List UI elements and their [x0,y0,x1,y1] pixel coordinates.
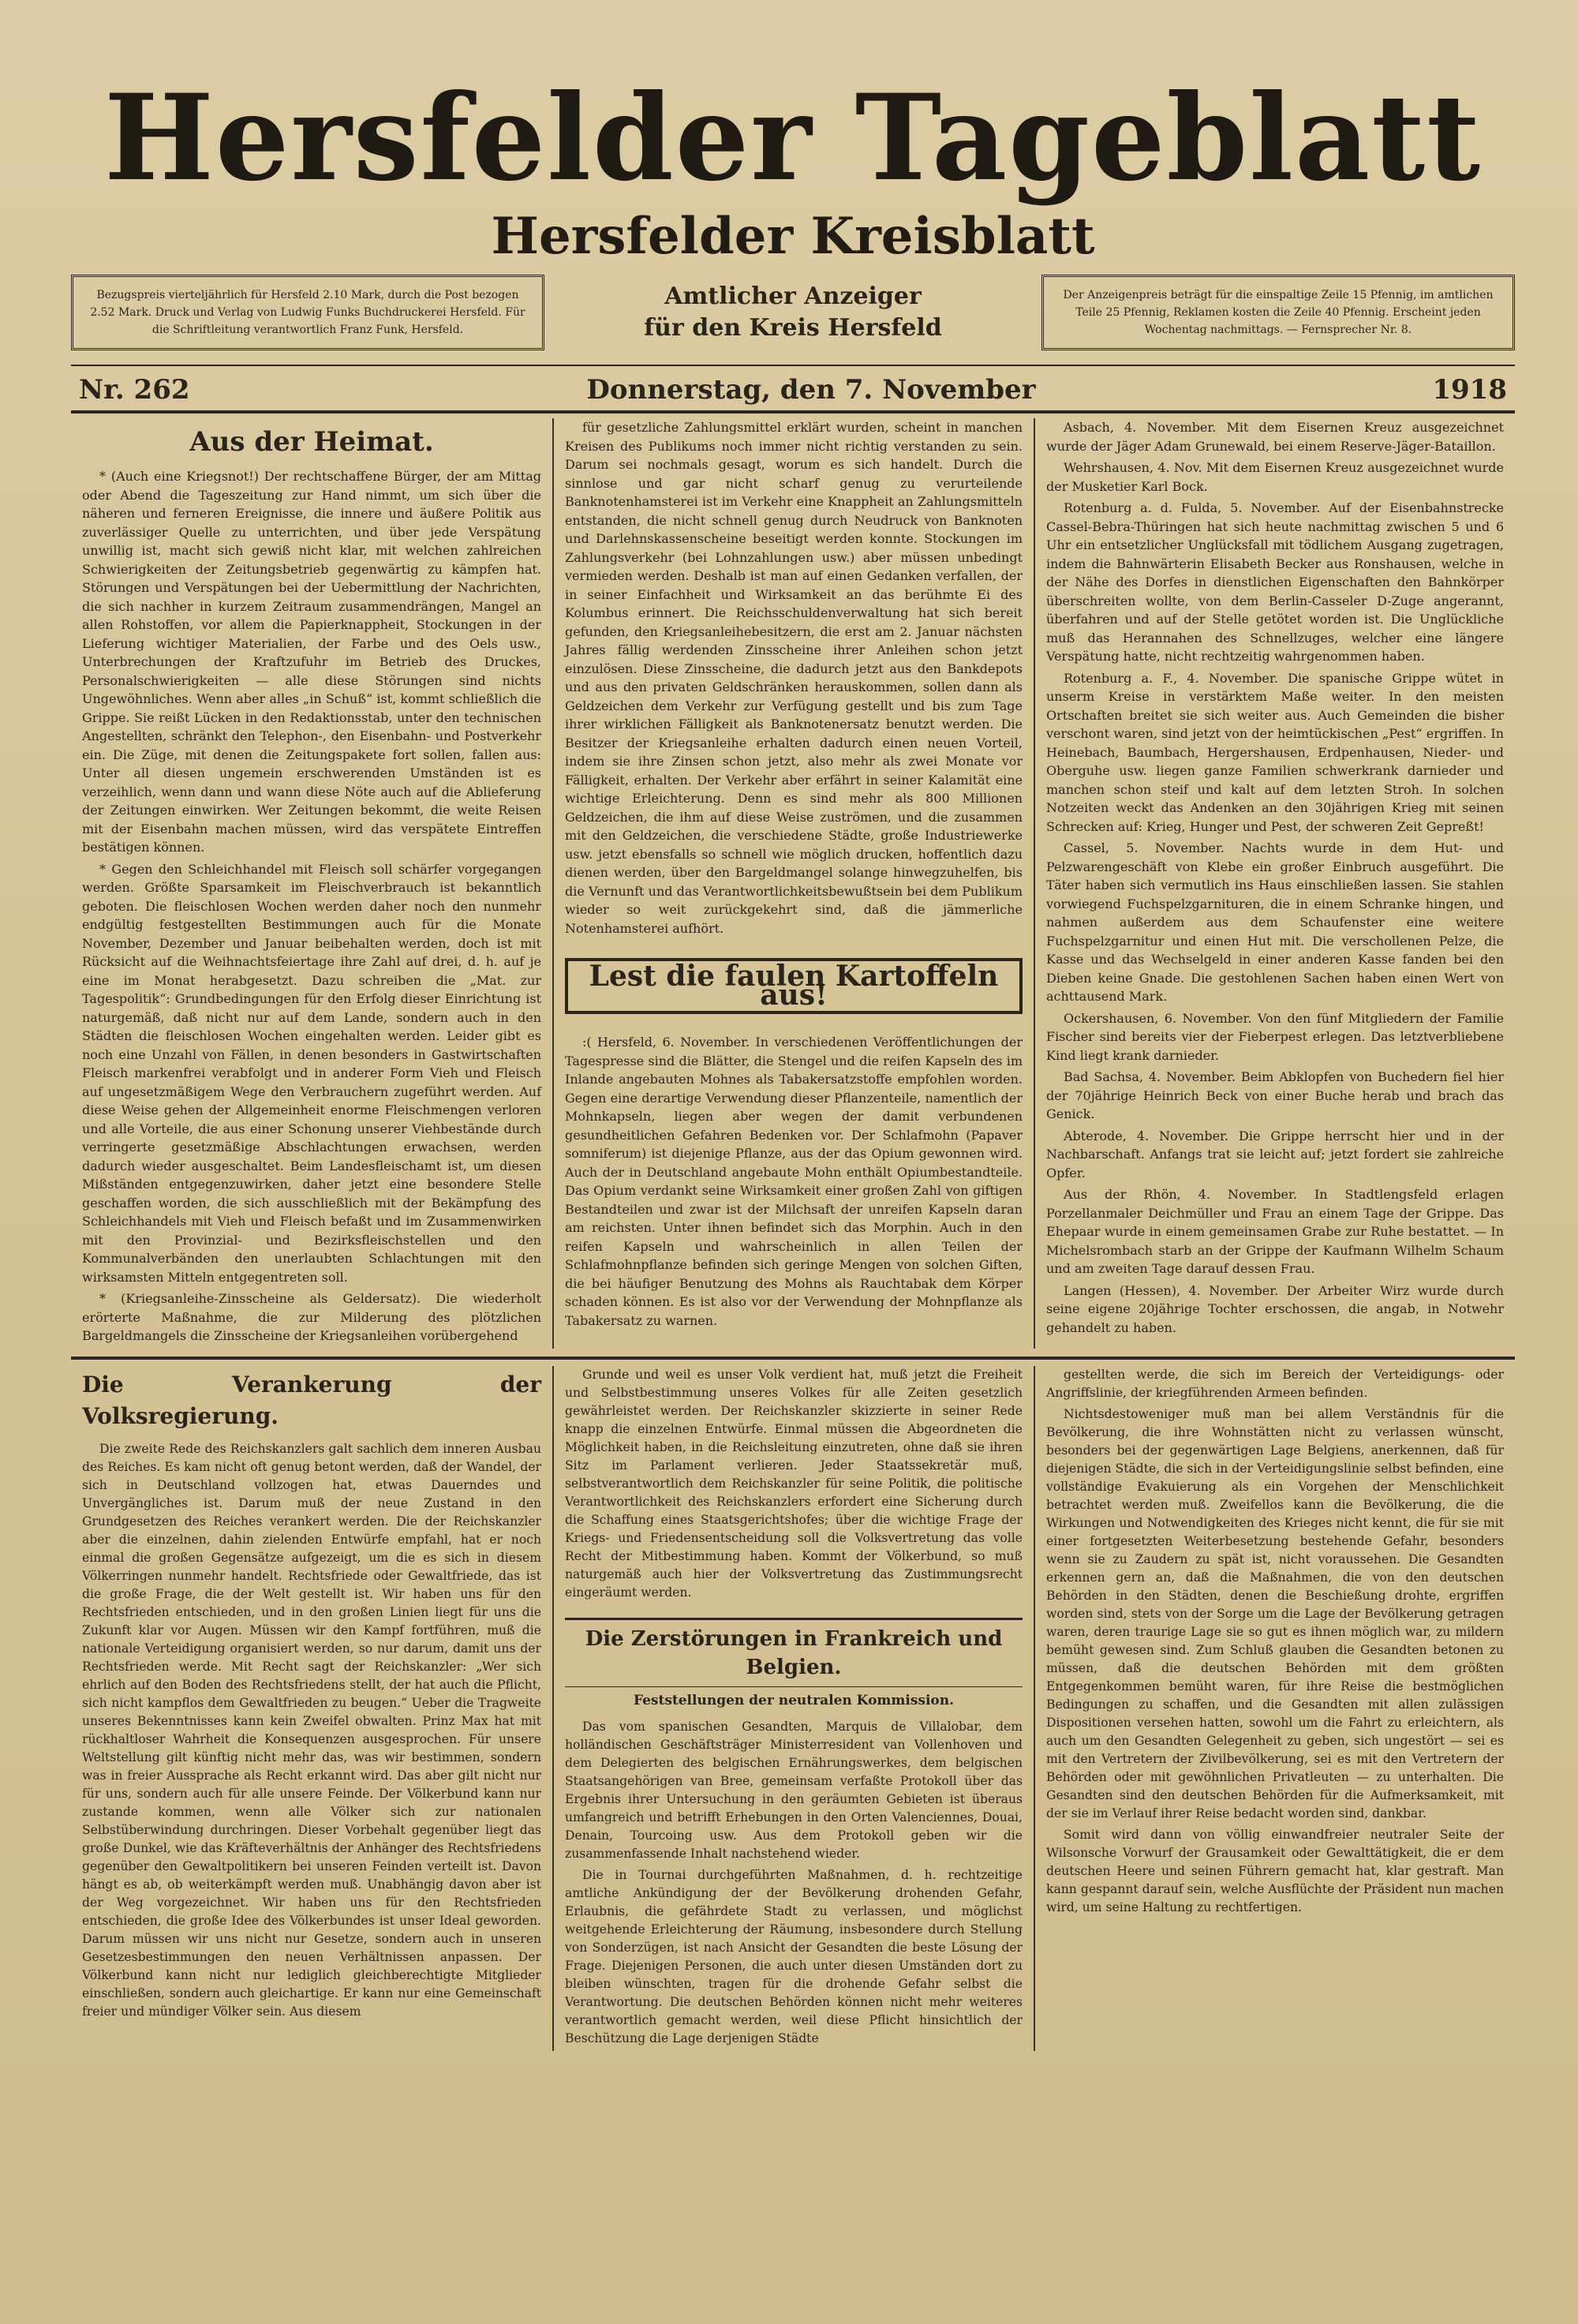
anzeiger-line-2: für den Kreis Hersfeld [644,314,942,342]
official-gazette-label [644,281,941,344]
article-schleichhandel: * Gegen den Schleichhandel mit Fleisch soll schärfer vorgegangen werden. Größte Sparsamkeit im Fleischverbrauch ist bekanntlich geboten. Die fleischlosen Wochen werden daher noch den nunmehr endgültig festgestellten Bestimmungen auch für die Monate November, Dezember und Januar beibehalten werden, doch ist mit Rücksicht auf die Weihnachtsfeiertage ihre Zahl auf drei, d. h. auf je eine im Monat herabgesetzt. Dazu schreiben die „Mat. zur Tagespolitik“: Grundbedingungen für den Erfolg dieser Einrichtung ist naturgemäß, daß nicht nur auf dem Lande, sondern auch in den Städten die fleischlosen Wochen eingehalten werden. Leider gibt es noch eine Unzahl von Fällen, in denen besonders in Gastwirtschaften Fleisch markenfrei verabfolgt und in anderer Form Vieh und Fleisch auf ungesetzmäßigem Wege den Verbrauchern zugeführt werden. Auf diese Weise gehen der Allgemeinheit enorme Fleischmengen verloren und alle Vorteile, die aus einer Schonung unserer Viehbestände durch verringerte gesetzmäßige Abschlachtungen erwachsen, werden dadurch wieder ausgeschaltet. Beim Landesfleischamt ist, um diesen Mißständen entgegenzuwirken, daher jetzt eine besondere Stelle geschaffen worden, die sich ausschließlich mit der Bekämpfung des Schleichhandels mit Vieh und Fleisch befaßt und im Zusammenwirken mit den Provinzial- und Bezirksfleischstellen und den Kommunalverbänden den unerlaubten Schlachtungen mit den wirksamsten Mitteln entgegentreten soll. [82,861,541,1285]
heading-aus-der-heimat: Aus der Heimat. [189,426,434,458]
lower-column-3 [1034,1366,1515,2051]
notice-box-kartoffeln: Lest die faulen Kartoffeln aus! [565,958,1023,1014]
heading-verankerung: Die Verankerung der Volksregierung. [82,1371,541,1429]
article-mohn: :( Hersfeld, 6. November. In verschiedenen Veröffentlichungen der Tagespresse sind die Blätter, die Stengel und die reifen Kapseln des im Inlande angebauten Mohnes als Tabakersatzstoffe empfohlen worden. Gegen eine derartige Verwendung dieser Pflanzenteile, namentlich der Mohnkapseln, liegen aber wegen der damit verbundenen gesundheitlichen Gefahren Bedenken vor. Der Schlafmohn (Papaver somniferum) ist diejenige Pflanze, aus der das Opium gewonnen wird. Auch der in Deutschland angebaute Mohn enthält Opiumbestandteile. Das Opium verdankt seine Wirksamkeit einer großen Zahl von giftigen Bestandteilen und zwar ist der Milchsaft der unreifen Kapseln daran am reichsten. Unter ihnen befindet sich das Morphin. Auch in den reifen Kapseln und wahrscheinlich in allen Teilen der Schlafmohnpflanze befinden sich geringe Mengen von solchen Giften, die bei häufiger Benutzung des Mohns als Rauchtabak dem Körper schaden können. Es ist also vor der Verwendung der Mohnpflanze als Tabakersatz zu warnen. [565,1035,1023,1328]
column-1 [71,418,552,1349]
info-bar [71,275,1515,350]
subheading-kommission: Feststellungen der neutralen Kommission. [633,1692,955,1708]
news-bad-sachsa: Bad Sachsa, 4. November. Beim Abklopfen von Buchedern fiel hier der 70jährige Heinrich Beck von einer Buche herab und brach das Genick. [1046,1069,1504,1121]
masthead [71,71,1515,350]
article-kriegsnot: * (Auch eine Kriegsnot!) Der rechtschaffene Bürger, der am Mittag oder Abend die Tageszeitung zur Hand nimmt, um sich über die näheren und ferneren Ereignisse, die innere und äußere Politik aus zuverlässiger Quelle zu unterrichten, und über jede Verspätung unwillig ist, macht sich gewiß nicht klar, mit welchen zahlreichen Schwierigkeiten der Zeitungsbetrieb gegenwärtig zu kämpfen hat. Störungen und Verspätungen bei der Uebermittlung der Nachrichten, die sich nachher in kurzem Zeitraum zusammendrängen, Mangel an allen Rohstoffen, vor allem die Papierknappheit, Stockungen in der Lieferung wichtiger Materialien, der Farbe und des Oels usw., Unterbrechungen der Kraftzufuhr im Betrieb des Druckes, Personalschwierigkeiten — alle diese Störungen sind nichts Ungewöhnliches. Wenn aber alles „in Schuß“ ist, kommt schließlich die Grippe. Sie reißt Lücken in den Redaktionsstab, unter den technischen Angestellten, schränkt den Telephon-, den Eisenbahn- und Postverkehr ein. Die Züge, mit denen die Zeitungspakete fort sollen, fallen aus: Unter all diesen ungemein erschwerenden Umständen ist es verzeihlich, wenn dann und wann diese Nöte auch auf die Ablieferung der Zeitungen einwirken. Wer Zeitungen bekommt, die weite Reisen mit der Eisenbahn machen müssen, wird das verspätete Eintreffen bestätigen können. [82,469,541,855]
subscription-box: Bezugspreis vierteljährlich für Hersfeld 2.10 Mark, durch die Post bezogen 2.52 Mark. Druck und Verlag von Ludwig Funks Buchdruckerei Hersfeld. Für die Schriftleitung verantwortlich Franz Funk, Hersfeld. [71,275,544,350]
upper-section [71,418,1515,1349]
article-zerstoerungen-5: Somit wird dann von völlig einwandfreier neutraler Seite der Wilsonsche Vorwurf der Grausamkeit oder Gewalttätigkeit, die er dem deutschen Heere und seinen Führern gemacht hat, klar gestraft. Man kann gespannt darauf sein, welche Ausflüchte der Präsident nun machen wird, um seine Haltung zu rechtfertigen. [1046,1827,1504,1914]
section-divider [71,1357,1515,1360]
issue-number: Nr. 262 [79,374,190,406]
newspaper-title: Hersfelder Tageblatt [104,69,1482,208]
news-wehrshausen: Wehrshausen, 4. Nov. Mit dem Eisernen Kreuz ausgezeichnet wurde der Musketier Karl Bock. [1046,460,1504,494]
news-rhoen: Aus der Rhön, 4. November. In Stadtlengsfeld erlagen Porzellanmaler Deichmüller und Frau an einem Tage der Grippe. Das Ehepaar wurde in einem gemeinsamen Grabe zur Ruhe bestattet. — In Michelsrombach starb an der Grippe der Kaufmann Wilhelm Schaum und am zweiten Tage darauf dessen Frau. [1046,1187,1504,1276]
news-rotenburg-2: Rotenburg a. F., 4. November. Die spanische Grippe wütet in unserm Kreise in verstärktem Maße weiter. In den meisten Ortschaften breitet sie sich weiter aus. Auch Gemeinden die bisher verschont waren, sind jetzt von der heimtückischen „Pest“ ergriffen. In Heinebach, Baumbach, Hergershausen, Erdpenhausen, Nieder- und Oberguhe usw. liegen ganze Familien schwerkrank darnieder und manchen schon steif und kalt auf dem letzten Stroh. In solchen Notzeiten weckt das Andenken an den 30jährigen Krieg mit seinen Schrecken auf: Krieg, Hunger und Pest, der schweren Zeit Gepreßt! [1046,670,1504,834]
news-cassel: Cassel, 5. November. Nachts wurde in dem Hut- und Pelzwarengeschäft von Klebe ein großer Einbruch ausgeführt. Die Täter haben sich vermutlich ins Haus einschließen lassen. Sie stahlen vorwiegend Fuchspelzgarnituren, die in einem Schranke hingen, und nahmen außerdem aus dem Schaufenster eine weitere Fuchspelzgarnitur und einen Hut mit. Die verschollenen Pelze, die Kasse und das Wechselgeld in einer anderen Kasse fanden bei den Dieben keine Gnade. Die gestohlenen Sachen haben einen Wert von achttausend Mark. [1046,840,1504,1004]
news-abterode: Abterode, 4. November. Die Grippe herrscht hier und in der Nachbarschaft. Anfangs trat sie leicht auf; jetzt fordert sie zahlreiche Opfer. [1046,1128,1504,1181]
issue-year: 1918 [1432,374,1507,406]
article-zerstoerungen-3: gestellten werde, die sich im Bereich der Verteidigungs- oder Angriffslinie, der kriegführenden Armeen befinden. [1046,1367,1504,1400]
heading-zerstoerungen: Die Zerstörungen in Frankreich und Belgien. [565,1618,1023,1687]
news-ockershausen: Ockershausen, 6. November. Von den fünf Mitgliedern der Familie Fischer sind bereits vier der Fieberpest erlegen. Das letztverbliebene Kind liegt krank darnieder. [1046,1010,1504,1063]
article-zerstoerungen-1: Das vom spanischen Gesandten, Marquis de Villalobar, dem holländischen Geschäftsträger Ministerresident van Vollenhoven und dem Delegierten des belgischen Ernährungswerkes, dem belgischen Staatsangehörigen van Bree, gemeinsam verfaßte Protokoll über das Ergebnis ihrer Untersuchung in den geräumten Gebieten ist überaus umfangreich und betrifft Erhebungen in den Orten Valenciennes, Douai, Denain, Tourcoing usw. Aus dem Protokoll geben wir die zusammenfassende Inhalt nachstehend wieder. [565,1719,1023,1861]
news-asbach: Asbach, 4. November. Mit dem Eisernen Kreuz ausgezeichnet wurde der Jäger Adam Grunewald, bei einem Reserve-Jäger-Bataillon. [1046,420,1504,454]
article-verankerung: Die zweite Rede des Reichskanzlers galt sachlich dem inneren Ausbau des Reiches. Es kam nicht oft genug betont werden, daß der Wandel, der sich in Deutschland vollzogen hat, etwas Dauerndes und Unvergängliches ist. Darum muß der neue Zustand in den Grundgesetzen des Reiches verankert werden. Die der Reichskanzler aber die einzelnen, dahin zielenden Entwürfe empfahl, hat er noch einmal die großen Gegensätze aufgezeigt, um die es sich in diesem Völkerringen nunmehr handelt. Rechtsfriede oder Gewaltfriede, das ist die große Frage, die der Welt gestellt ist. Wir haben uns für den Rechtsfrieden entschieden, und in den großen Linien liegt für uns die Zukunft klar vor Augen. Müssen wir den Kampf fortführen, muß die nationale Verteidigung organisiert werden, so nur darum, damit uns der Rechtsfrieden werde. Mit Recht sagt der Reichskanzler: „Wer sich ehrlich auf den Boden des Rechtsfriedens stellt, der hat auch die Pflicht, sich nicht kampflos dem Gewaltfrieden zu beugen.“ Ueber die Tragweite unseres Bekenntnisses kann kein Zweifel obwalten. Prinz Max hat mit rückhaltloser Wahrheit die Konsequenzen ausgesprochen. Für unsere Weltstellung gilt künftig nicht mehr das, was wir bestimmen, sondern was in freier Aussprache als Recht erkannt wird. Das aber gilt nicht nur für uns, sondern auch für alle unsere Feinde. Der Völkerbund kann nur zustande kommen, wenn alle Völker sich zur nationalen Selbstüberwindung durchringen. Dieser Vorbehalt gegenüber liegt das große Dunkel, wie das Kräfteverhältnis der Anhänger des Rechtsfriedens gegenüber den Gewaltpolitikern bei unseren Feinden verteilt ist. Davon hängt es ab, ob weiterkämpft werden muß. Unabhängig davon aber ist der Weg vorgezeichnet. Wir haben uns für den Rechtsfrieden entschieden, die große Idee des Völkerbundes ist unser Ideal geworden. Darum müssen wir uns nicht nur Gesetze, sondern auch in unseren Gesetzesbestimmungen den neuen Verhältnissen anpassen. Der Völkerbund kann nicht nur lediglich gleichberechtigte Mitglieder einschließen, sondern auch gleichartige. Er kann nur eine Gemeinschaft freier und mündiger Völker sein. Aus diesem [82,1441,541,2019]
newspaper-subtitle: Hersfelder Kreisblatt [491,207,1095,266]
advertising-box: Der Anzeigenpreis beträgt für die einspaltige Zeile 15 Pfennig, im amtlichen Teile 25 Pfennig, Reklamen kosten die Zeile 40 Pfennig. Erscheint jeden Wochentag nachmittags. — Fernsprecher Nr. 8. [1041,275,1515,350]
column-3 [1034,418,1515,1349]
article-zinsscheine-cont: für gesetzliche Zahlungsmittel erklärt wurden, scheint in manchen Kreisen des Publikums noch immer nicht richtig verstanden zu sein. Darum sei nochmals gesagt, worum es sich handelt. Durch die sinnlose und gar nicht scharf genug zu verurteilende Banknotenhamsterei ist im Verkehr eine Knappheit an Zahlungsmitteln entstanden, die nicht schnell genug durch Neudruck von Banknoten und Darlehnskassenscheine beseitigt werden konnte. Stockungen im Zahlungsverkehr (bei Lohnzahlungen usw.) aber müssen unbedingt vermieden werden. Deshalb ist man auf einen Gedanken verfallen, der in seiner Einfachheit und Wirksamkeit an das berühmte Ei des Kolumbus erinnert. Die Reichsschuldenverwaltung hat sich bereit gefunden, den Kriegsanleihebesitzern, die erst am 2. Januar nächsten Jahres fällig werdenden Zinsscheine ihrer Anleihen schon jetzt einzulösen. Diese Zinsscheine, die dadurch jetzt aus den Bankdepots und aus den privaten Geldschränken herauskommen, sollen dann als Geldzeichen dem Verkehr zur Verfügung gestellt und bis zum Tage ihrer wirklichen Fälligkeit als Banknotenersatz benutzt werden. Die Besitzer der Kriegsanleihe erhalten dadurch einen neuen Vorteil, indem sie ihre Zinsen schon jetzt, also mehr als zwei Monate vor Fälligkeit, erhalten. Der Verkehr aber erfährt in seiner Kalamität eine wichtige Erleichterung. Denn es sind mehr als 800 Millionen Geldzeichen, die ihm auf diese Weise zuströmen, und die zusammen mit den Geldzeichen, die verschiedene Städte, große Industriewerke usw. jetzt ebensfalls so schnell wie möglich drucken, hoffentlich dazu dienen werden, über den Bargeldmangel solange hinwegzuhelfen, bis die Vernunft und das Verantwortlichkeitsbewußtsein bei dem Publikum wieder so weit zurückgekehrt sind, daß die jämmerliche Notenhamsterei aufhört. [565,420,1023,936]
article-zerstoerungen-2: Die in Tournai durchgeführten Maßnahmen, d. h. rechtzeitige amtliche Ankündigung der der Bevölkerung drohenden Gefahr, Erlaubnis, die gefährdete Stadt zu verlassen, und möglichst weitgehende Erleichterung der Räumung, insbesondere durch Stellung von Sonderzügen, ist nach Ansicht der Gesandten die beste Lösung der Frage. Diejenigen Personen, die auch unter diesen Umständen dort zu bleiben wünschten, tragen für die drohende Gefahr selbst die Verantwortung. Die deutschen Behörden können nicht mehr weiteres verantwortlich gemacht werden, weil diese Pflicht hinsichtlich der Beschützung die Lage derjenigen Städte [565,1867,1023,2045]
article-verankerung-cont: Grunde und weil es unser Volk verdient hat, muß jetzt die Freiheit und Selbstbestimmung unseres Volkes für alle Zeiten gesetzlich gewährleistet werden. Der Reichskanzler skizzierte in seiner Rede knapp die einzelnen Entwürfe. Einmal müssen die Abgeordneten die Möglichkeit haben, in die Reichsleitung einzutreten, ohne daß sie ihren Sitz im Parlament verlieren. Jeder Staatssekretär muß, selbstverantwortlich dem Reichskanzler für seine Politik, die politische Verantwortlichkeit des Reichskanzlers erfordert eine Sicherung durch die Schaffung eines Staatsgerichtshofes; über die wichtige Frage der Kriegs- und Friedensentscheidung soll die Volksvertretung das volle Recht der Mitbestimmung haben. Kommt der Völkerbund, so muß naturgemäß auch hier der Volksvertretung das Zustimmungsrecht eingeräumt werden. [565,1367,1023,1600]
lower-column-2 [552,1366,1034,2051]
article-zerstoerungen-4: Nichtsdestoweniger muß man bei allem Verständnis für die Bevölkerung, die ihre Wohnstätten nicht zu verlassen wünscht, besonders bei der gegenwärtigen Lage Belgiens, anerkennen, daß für diejenigen Städte, die sich in der Verteidigungslinie selbst befinden, eine vollständige Evakuierung als ein Vorgehen der Menschlichkeit betrachtet werden muß. Zweifellos kann die Bevölkerung, die die Wirkungen und Notwendigkeiten des Krieges nicht kennt, die für sie mit einer fortgesetzten Weiterbesetzung bestehende Gefahr, besonders wenn sie zu Zaudern zu spät ist, nicht voraussehen. Die Gesandten erkennen gern an, daß die Maßnahmen, die von den deutschen Behörden in den Städten, denen die Beschießung drohte, ergriffen worden sind, stets von der Sorge um die Lage der Bevölkerung getragen waren, deren traurige Lage sie so gut es ihnen möglich war, zu mildern bemüht gewesen sind. Zum Schluß glauben die Gesandten betonen zu müssen, daß die deutschen Behörden mit dem größten Entgegenkommen bemüht waren, für ihre Reise die bestmöglichen Bedingungen zu schaffen, und die Gesandten mit allen zulässigen Dispositionen versehen hatten, sowohl um die Fahrt zu erleichtern, als auch um den Gesandten Gelegenheit zu geben, sich ungestört — sei es mit den Vertretern der Zivilbevölkerung, sei es mit den Vertretern der Behörden oder mit gewöhnlichen Privatleuten — zu unterhalten. Die Gesandten sind den deutschen Behörden für die Aufmerksamkeit, mit der sie im Verlauf ihrer Reise bedacht worden sind, dankbar. [1046,1406,1504,1821]
news-rotenburg-1: Rotenburg a. d. Fulda, 5. November. Auf der Eisenbahnstrecke Cassel-Bebra-Thüringen hat sich heute nachmittag zwischen 5 und 6 Uhr ein entsetzlicher Unglücksfall mit tödlichem Ausgang zugetragen, indem die Bahnwärterin Elisabeth Becker aus Ronshausen, welche in der Nähe des Dorfes in dienstlichen Eigenschaften den Bahnkörper überschreiten wollte, von dem Berlin-Casseler D-Zuge angerannt, überfahren und auf der Stelle getötet worden ist. Die Unglückliche muß das Herannahen des Schnellzuges, welcher eine längere Verspätung hatte, nicht rechtzeitig wahrgenommen haben. [1046,500,1504,664]
dateline [71,365,1515,414]
lower-column-1 [71,1366,552,2051]
column-2 [552,418,1034,1349]
article-zinsscheine: * (Kriegsanleihe-Zinsscheine als Geldersatz). Die wiederholt erörterte Maßnahme, die zur Milderung des plötzlichen Bargeldmangels die Zinsscheine der Kriegsanleihen vorübergehend [82,1291,541,1343]
anzeiger-line-1: Amtlicher Anzeiger [664,283,922,310]
news-langen: Langen (Hessen), 4. November. Der Arbeiter Wirz wurde durch seine eigene 20jährige Tochter erschossen, die angab, in Notwehr gehandelt zu haben. [1046,1282,1504,1335]
issue-date: Donnerstag, den 7. November [586,374,1036,406]
lower-section [71,1366,1515,2051]
